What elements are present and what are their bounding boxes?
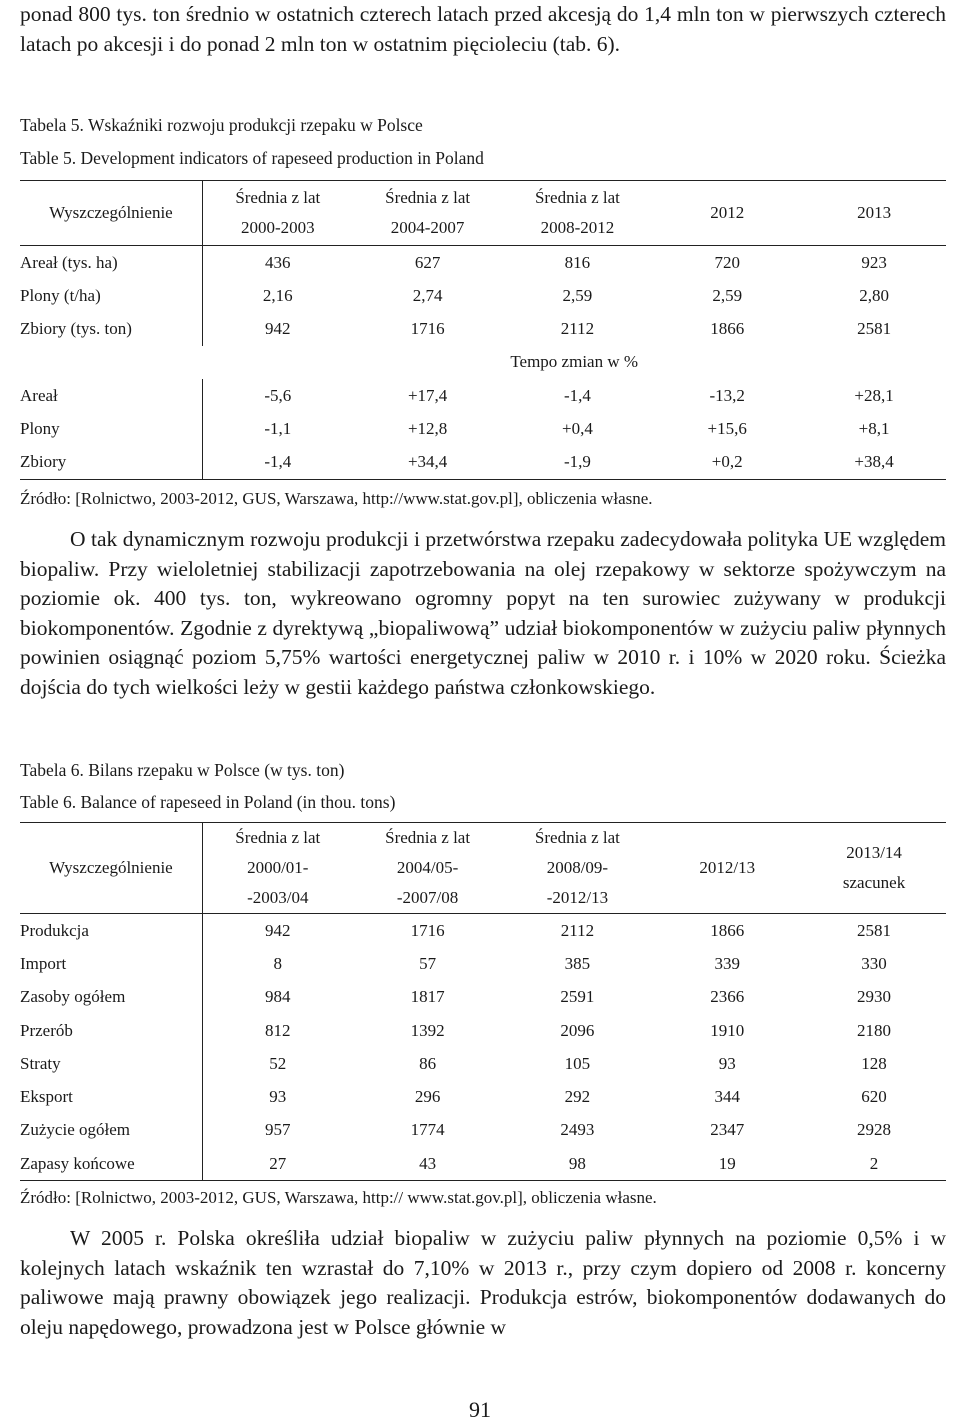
cell-value: -13,2 [709, 385, 745, 405]
cell-value: 2,74 [412, 285, 443, 305]
cell-value: +8,1 [858, 418, 890, 438]
row-label: Zbiory (tys. ton) [20, 313, 202, 346]
cell-value: 8 [273, 953, 283, 973]
cell-value: 816 [564, 252, 591, 272]
table5-caption-pl: Tabela 5. Wskaźniki rozwoju produkcji rzepaku w Polsce [20, 115, 423, 135]
row-label: Areał [20, 379, 202, 412]
cell-value: -1,9 [503, 445, 653, 479]
table6-header-label: Średnia z lat 2000/01- -2003/04 [235, 828, 321, 907]
table5-header-cell [353, 181, 503, 246]
row-label: Zużycie ogółem [20, 1114, 202, 1147]
table6-header-cell [652, 823, 802, 914]
table-row [20, 1014, 946, 1047]
cell-value: 1866 [710, 920, 745, 940]
cell-value: 923 [861, 252, 887, 272]
table6-header-label: Średnia z lat 2004/05- -2007/08 [385, 828, 471, 907]
cell-value: 339 [714, 953, 740, 973]
cell-value: +12,8 [407, 418, 448, 438]
row-label: Plony (t/ha) [20, 279, 202, 312]
row-label: Import [20, 947, 202, 980]
table6-body [20, 914, 946, 1181]
table6 [20, 822, 946, 1181]
cell-value: 2581 [857, 319, 892, 339]
table5-header-cell [202, 181, 352, 246]
table6-header-cell [353, 823, 503, 914]
table-row [20, 947, 946, 980]
table5-subheader: Tempo zmian w % [510, 352, 639, 372]
table5 [20, 180, 946, 480]
table5-source: Źródło: [Rolnictwo, 2003-2012, GUS, Warszawa, http://www.stat.gov.pl], obliczenia własne. [20, 489, 653, 508]
table6-caption-en: Table 6. Balance of rapeseed in Poland (in thou. tons) [20, 792, 396, 812]
table-row [20, 1114, 946, 1147]
cell-value: 436 [265, 252, 291, 272]
row-label [20, 346, 202, 379]
table5-header-label: Wyszczególnienie [49, 203, 173, 222]
table-row [20, 445, 946, 479]
cell-value: 620 [861, 1087, 887, 1107]
row-label: Przerób [20, 1014, 202, 1047]
cell-value: 2,16 [262, 285, 293, 305]
cell-value: 1392 [410, 1020, 445, 1040]
cell-value: 1866 [710, 319, 745, 339]
table6-header-cell [802, 823, 946, 914]
row-label: Straty [20, 1047, 202, 1080]
cell-value: 2096 [560, 1020, 595, 1040]
cell-value: 2928 [857, 1120, 892, 1140]
cell-value: 2180 [857, 1020, 892, 1040]
cell-value: 27 [202, 1147, 352, 1181]
cell-value: +0,4 [562, 418, 593, 438]
cell-value: 1817 [410, 987, 445, 1007]
table-row [20, 313, 946, 346]
row-label: Zasoby ogółem [20, 981, 202, 1014]
row-label: Produkcja [20, 914, 202, 948]
table6-header-cell [20, 823, 202, 914]
cell-value: 19 [652, 1147, 802, 1181]
cell-value: -1,1 [264, 418, 292, 438]
cell-value: 2347 [710, 1120, 745, 1140]
cell-value: 942 [265, 319, 291, 339]
table-row [20, 246, 946, 280]
table6-header-cell [503, 823, 653, 914]
cell-value: 812 [265, 1020, 291, 1040]
cell-value: 43 [353, 1147, 503, 1181]
cell-value: 2112 [560, 920, 595, 940]
table5-header-cell [20, 181, 202, 246]
table-row [20, 1080, 946, 1113]
table6-header-label: Średnia z lat 2008/09- -2012/13 [534, 828, 620, 907]
final-paragraph: W 2005 r. Polska określiła udział biopaliw w zużyciu paliw płynnych na poziomie 0,5% i w kolejnych latach wskaźnik ten wzrastał do 7,10% w 2013 r., przy czym dopiero od 2008 r. koncerny paliwowe mają prawny obowiązek jego realizacji. Produkcja estrów, biokomponentów dodawanych do oleju napędowego, prowadzona jest w Polsce głównie w [20, 1226, 946, 1339]
cell-value: 93 [269, 1087, 287, 1107]
row-label: Zapasy końcowe [20, 1147, 202, 1181]
table5-subheader-row [20, 346, 946, 379]
cell-value: 98 [503, 1147, 653, 1181]
table5-caption-en: Table 5. Development indicators of rapeseed production in Poland [20, 148, 484, 168]
row-label: Plony [20, 412, 202, 445]
cell-value: -1,4 [563, 385, 591, 405]
cell-value: 2,59 [712, 285, 743, 305]
cell-value: 2,80 [859, 285, 889, 305]
cell-value: +34,4 [353, 445, 503, 479]
cell-value: -5,6 [264, 385, 292, 405]
cell-value: 2591 [560, 987, 595, 1007]
table6-header-row [20, 823, 946, 914]
cell-value: 296 [414, 1087, 441, 1107]
cell-value: 984 [265, 987, 291, 1007]
table-row [20, 379, 946, 412]
cell-value: 942 [265, 920, 291, 940]
table-row [20, 1147, 946, 1181]
cell-value: +38,4 [802, 445, 946, 479]
table-row [20, 279, 946, 312]
cell-value: 2366 [710, 987, 745, 1007]
table5-header-label: Średnia z lat 2004-2007 [385, 188, 471, 237]
table-row [20, 981, 946, 1014]
table6-header-label: 2013/14 szacunek [842, 843, 906, 892]
cell-value: -1,4 [202, 445, 352, 479]
cell-value: 627 [414, 252, 441, 272]
table-row [20, 412, 946, 445]
table6-header-cell [202, 823, 352, 914]
cell-value: 385 [564, 953, 591, 973]
table5-header-cell [652, 181, 802, 246]
cell-value: 957 [265, 1120, 291, 1140]
cell-value: 93 [718, 1053, 736, 1073]
cell-value: 52 [269, 1053, 287, 1073]
cell-value: +0,2 [652, 445, 802, 479]
cell-value: 105 [564, 1053, 591, 1073]
table5-header-label: 2012 [710, 203, 745, 222]
row-label: Zbiory [20, 445, 202, 479]
table6-header-label: Wyszczególnienie [49, 858, 173, 877]
cell-value: 1716 [410, 920, 445, 940]
table5-header-label: Średnia z lat 2000-2003 [235, 188, 321, 237]
cell-value: 2493 [560, 1120, 595, 1140]
table6-source: Źródło: [Rolnictwo, 2003-2012, GUS, Warszawa, http:// www.stat.gov.pl], obliczenia własne. [20, 1188, 657, 1207]
table5-header-label: Średnia z lat 2008-2012 [534, 188, 620, 237]
middle-paragraph: O tak dynamicznym rozwoju produkcji i przetwórstwa rzepaku zadecydowała polityka UE względem biopaliw. Przy wieloletniej stabilizacji zapotrzebowania na olej rzepakowy w sektorze spożywczym na poziomie ok. 400 tys. ton, wykreowano ogromny popyt na ten surowiec zużywany w produkcji biokomponentów. Zgodnie z dyrektywą „biopaliwową” udział biokomponentów w zużyciu paliw płynnych powinien osiągnąć poziom 5,75% wartości energetycznej paliw w 2010 r. i 10% w 2020 roku. Ścieżka dojścia do tych wielkości leży w gestii każdego państwa członkowskiego. [20, 527, 946, 699]
cell-value: 2 [802, 1147, 946, 1181]
cell-value: 2930 [857, 987, 892, 1007]
cell-value: 86 [419, 1053, 437, 1073]
cell-value: 57 [419, 953, 437, 973]
cell-value: +17,4 [407, 385, 448, 405]
cell-value: 344 [714, 1087, 740, 1107]
intro-paragraph: ponad 800 tys. ton średnio w ostatnich czterech latach przed akcesją do 1,4 mln ton w pierwszych czterech latach po akcesji i do ponad 2 mln ton w ostatnim pięcioleciu (tab. 6). [20, 2, 946, 56]
cell-value: 2581 [857, 920, 892, 940]
table5-header-label: 2013 [857, 203, 892, 222]
cell-value: 1774 [410, 1120, 445, 1140]
row-label: Areał (tys. ha) [20, 246, 202, 280]
cell-value: 2112 [560, 319, 595, 339]
cell-value: 330 [861, 953, 887, 973]
table5-header-cell [802, 181, 946, 246]
table6-caption-pl: Tabela 6. Bilans rzepaku w Polsce (w tys. ton) [20, 760, 345, 780]
cell-value: 1910 [710, 1020, 745, 1040]
table5-body [20, 246, 946, 480]
table5-header-row [20, 181, 946, 246]
cell-value: 1716 [410, 319, 445, 339]
row-label: Eksport [20, 1080, 202, 1113]
cell-value: +15,6 [707, 418, 747, 438]
cell-value: 128 [861, 1053, 887, 1073]
table-row [20, 914, 946, 948]
page-number: 91 [469, 1397, 491, 1422]
cell-value: 720 [714, 252, 740, 272]
table5-header-cell [503, 181, 653, 246]
cell-value: 2,59 [562, 285, 593, 305]
cell-value: +28,1 [854, 385, 894, 405]
cell-value: 292 [564, 1087, 591, 1107]
table6-header-label: 2012/13 [699, 858, 756, 877]
table-row [20, 1047, 946, 1080]
